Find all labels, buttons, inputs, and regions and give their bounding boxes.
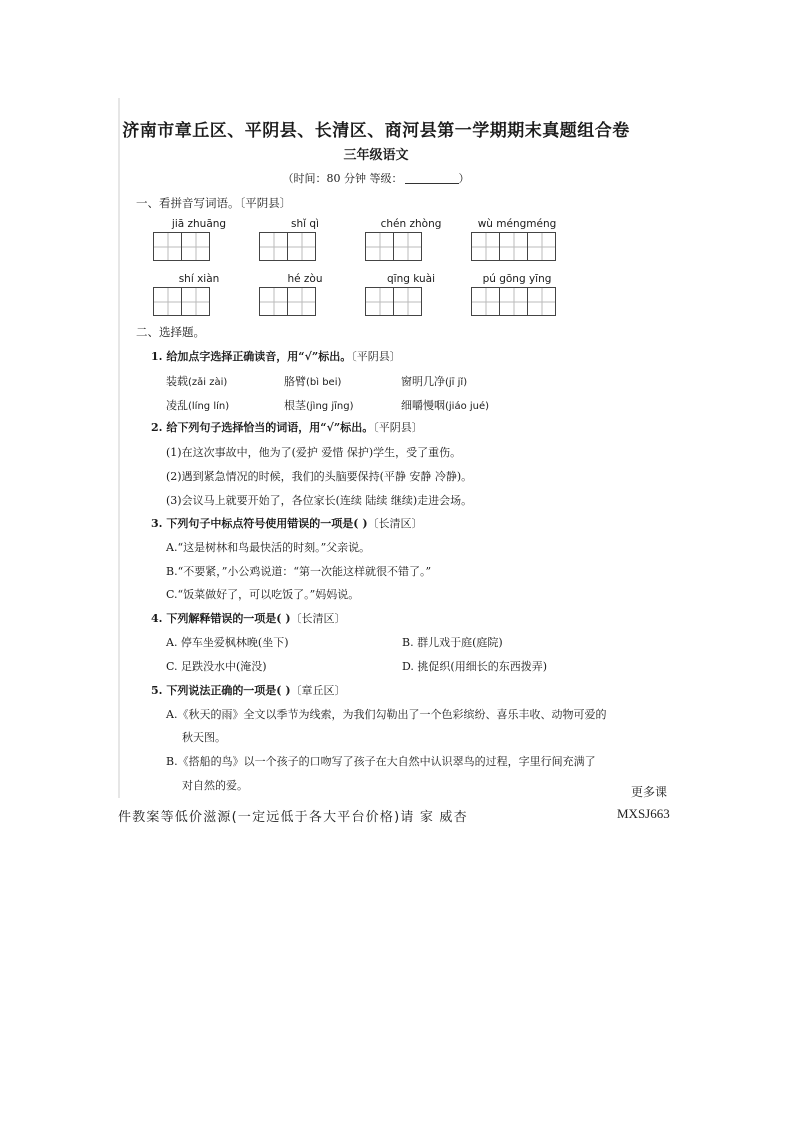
q1-item <box>166 397 229 413</box>
writing-cell[interactable] <box>365 287 394 316</box>
q1-item <box>401 373 467 389</box>
question-5-text: 5. 下列说法正确的一项是( ) <box>151 684 291 697</box>
writing-boxes <box>365 287 457 316</box>
q2-line: (3)会议马上就要开始了，各位家长(连续 陆续 继续)走进会场。 <box>166 494 473 507</box>
question-2-stem <box>151 419 423 435</box>
writing-boxes <box>153 232 245 261</box>
grade-blank <box>405 172 459 184</box>
q1-pinyin: (jìng jīng) <box>306 401 354 412</box>
writing-cell[interactable] <box>365 232 394 261</box>
time-info: （时间：80 分钟 等级： <box>282 172 403 185</box>
q4-option: A. 停车坐爱枫林晚(坐下) <box>166 636 289 649</box>
pinyin-group <box>153 272 245 316</box>
question-5-tag: 〔章丘区〕 <box>290 684 346 697</box>
q5-option-b-cont: 对自然的爱。 <box>182 779 248 792</box>
pinyin-label: pú gōng yīng <box>482 273 552 285</box>
writing-cell[interactable] <box>181 232 210 261</box>
footer-contact-code: MXSJ663 <box>617 806 670 821</box>
section1-heading: 一、看拼音写词语。〔平阴县〕 <box>136 196 292 210</box>
question-4-tag: 〔长清区〕 <box>290 612 346 625</box>
pinyin-group <box>471 217 563 261</box>
time-close: ） <box>458 172 470 185</box>
question-3-tag: 〔长清区〕 <box>367 517 423 530</box>
q1-pinyin: (jiáo jué) <box>445 401 490 412</box>
q1-word: 胳臂 <box>284 375 306 388</box>
q4-option: C. 足跌没水中(淹没) <box>166 660 267 673</box>
q1-item <box>284 373 341 389</box>
q5-option-b: B.《搭船的鸟》以一个孩子的口吻写了孩子在大自然中认识翠鸟的过程，字里行间充满了 <box>166 755 596 768</box>
writing-boxes <box>153 287 245 316</box>
writing-cell[interactable] <box>393 232 422 261</box>
question-1-tag: 〔平阴县〕 <box>351 350 401 363</box>
writing-cell[interactable] <box>287 232 316 261</box>
writing-cell[interactable] <box>527 287 556 316</box>
pinyin-label: chén zhòng <box>380 218 442 230</box>
question-1-stem <box>151 348 401 364</box>
question-1-text: 1. 给加点字选择正确读音，用“√”标出。 <box>151 350 352 363</box>
q1-word: 装载 <box>166 375 188 388</box>
pinyin-label: shǐ qì <box>291 218 319 230</box>
writing-cell[interactable] <box>499 287 528 316</box>
section2-heading: 二、选择题。 <box>136 325 205 339</box>
q1-word: 根茎 <box>284 399 306 412</box>
writing-cell[interactable] <box>527 232 556 261</box>
question-2-tag: 〔平阴县〕 <box>373 421 423 434</box>
question-3-stem <box>151 515 423 531</box>
exam-title: 济南市章丘区、平阴县、长清区、商河县第一学期期末真题组合卷 <box>122 121 630 141</box>
pinyin-label: jiā zhuāng <box>171 218 227 230</box>
writing-boxes <box>365 232 457 261</box>
q1-item <box>401 397 489 413</box>
q1-word: 窗明几净 <box>401 375 445 388</box>
footer-ad-text: 件教案等低价滋源(一定远低于各大平台价格)请 家 威杏 <box>118 810 468 825</box>
question-4-text: 4. 下列解释错误的一项是( ) <box>151 612 291 625</box>
q3-option: A.“这是树林和鸟最快活的时刻。”父亲说。 <box>166 541 371 554</box>
pinyin-label: wù méngméng <box>477 218 557 230</box>
writing-cell[interactable] <box>471 287 500 316</box>
q1-item <box>284 397 353 413</box>
q2-line: (1)在这次事故中，他为了(爱护 爱惜 保护)学生，受了重伤。 <box>166 446 462 459</box>
question-4-stem <box>151 610 346 626</box>
question-3-text: 3. 下列句子中标点符号使用错误的一项是( ) <box>151 517 368 530</box>
writing-boxes <box>259 287 351 316</box>
writing-cell[interactable] <box>287 287 316 316</box>
writing-boxes <box>471 232 563 261</box>
writing-cell[interactable] <box>181 287 210 316</box>
writing-boxes <box>259 232 351 261</box>
q4-option: B. 群儿戏于庭(庭院) <box>402 636 503 649</box>
pinyin-label: hé zòu <box>287 273 323 285</box>
q1-pinyin: (líng lín) <box>188 401 230 412</box>
q1-word: 细嚼慢咽 <box>401 399 445 412</box>
q2-line: (2)遇到紧急情况的时候，我们的头脑要保持(平静 安静 冷静)。 <box>166 470 473 483</box>
pinyin-label: shí xiàn <box>178 273 220 285</box>
exam-sheet <box>118 98 632 798</box>
writing-boxes <box>471 287 563 316</box>
pinyin-group <box>259 272 351 316</box>
q1-item <box>166 373 227 389</box>
q3-option: B.“不要紧，”小公鸡说道：“第一次能这样就很不错了。” <box>166 565 432 578</box>
question-5-stem <box>151 682 346 698</box>
question-2-text: 2. 给下列句子选择恰当的词语，用“√”标出。 <box>151 421 374 434</box>
q1-pinyin: (bì bei) <box>306 377 342 388</box>
pinyin-group <box>259 217 351 261</box>
writing-cell[interactable] <box>393 287 422 316</box>
q1-pinyin: (zǎi zài) <box>188 377 228 388</box>
q3-option: C.“饭菜做好了，可以吃饭了。”妈妈说。 <box>166 588 360 601</box>
pinyin-label: qīng kuài <box>386 273 435 285</box>
q1-word: 凌乱 <box>166 399 188 412</box>
pinyin-group <box>365 272 457 316</box>
writing-cell[interactable] <box>259 287 288 316</box>
q1-pinyin: (jī jǐ) <box>445 377 468 388</box>
writing-cell[interactable] <box>153 287 182 316</box>
writing-cell[interactable] <box>259 232 288 261</box>
time-grade-line <box>120 170 632 186</box>
writing-cell[interactable] <box>153 232 182 261</box>
writing-cell[interactable] <box>471 232 500 261</box>
q5-option-a-cont: 秋天图。 <box>182 731 226 744</box>
footer-more-text: 更多课 <box>631 785 668 799</box>
pinyin-group <box>471 272 563 316</box>
writing-cell[interactable] <box>499 232 528 261</box>
q5-option-a: A.《秋天的雨》全文以季节为线索，为我们勾勒出了一个色彩缤纷、喜乐丰收、动物可爱的 <box>166 708 607 721</box>
pinyin-group <box>153 217 245 261</box>
pinyin-group <box>365 217 457 261</box>
exam-subtitle: 三年级语文 <box>343 148 409 163</box>
q4-option: D. 挑促织(用细长的东西拨弄) <box>402 660 548 673</box>
